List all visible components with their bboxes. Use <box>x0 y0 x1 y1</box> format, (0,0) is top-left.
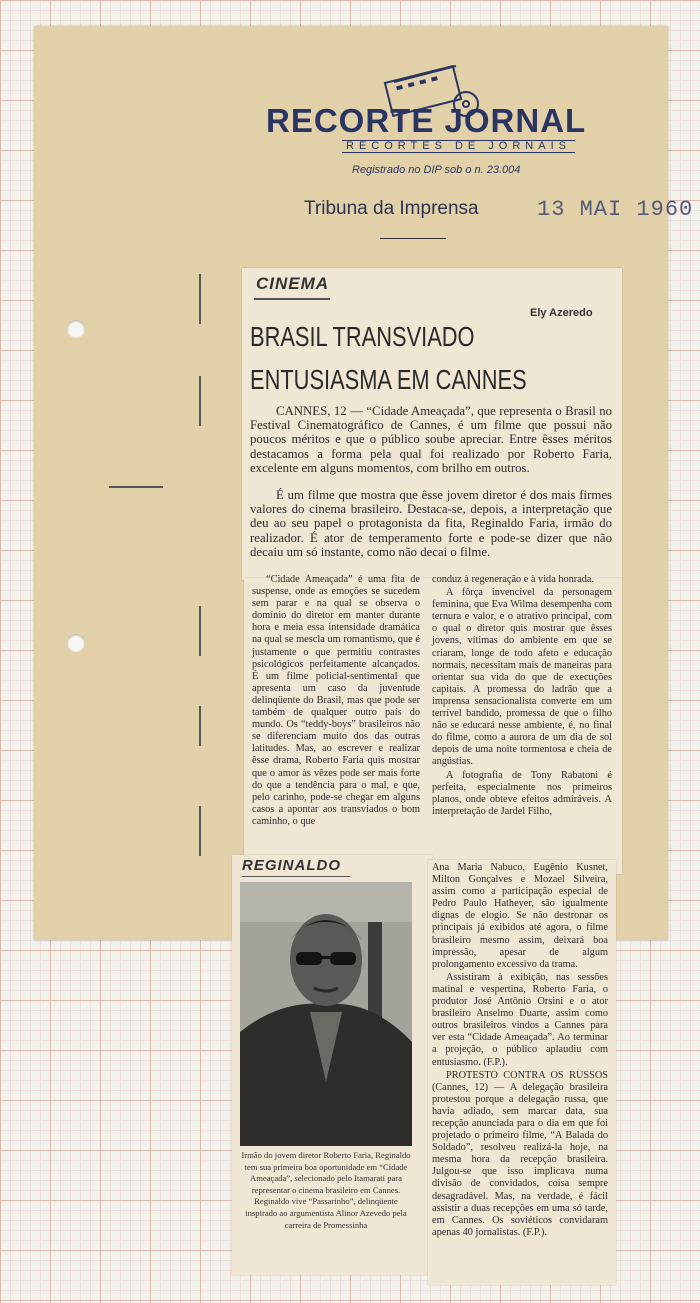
fold-mark <box>109 486 163 488</box>
source-underline <box>380 238 446 239</box>
column-3-paragraph: Assistiram à exibição, nas sessões matinal e vespertina, Roberto Faria, o produtor José Antônio Orsini e o ator brasileiro Anselmo Duarte, assim como outros brasileiros vindos a Cannes para ver esta “Cidade Ameaçada”. Ao terminar a projeção, o público aplaudiu com entusiasmo. (F.P.). <box>432 971 608 1068</box>
section-label: CINEMA <box>256 274 330 293</box>
column-2-paragraph: A fôrça invencível da personagem feminina, que Eva Wilma desempenha com ternura e valor, e o atrativo principal, com o qual o diretor quis mostrar que êsses jovens, vítimas do ambiente em que se criaram, longe de todo afeto e educação normais, necessitam mais de maneiras para orientar sua vida do que de execuções capitais. A promessa do ladrão que a imprensa sensacionalista converte em um terrível bandido, promessa de que o filho não se educará nesse ambiente, é, no final do filme, como a aurora de um dia de sol depois de uma noite tormentosa e cheia de angústias. <box>432 587 612 768</box>
portrait-image <box>240 882 412 1146</box>
article-column-1 <box>252 574 420 829</box>
column-1-text: “Cidade Ameaçada” é uma fita de suspense, onde as emoções se sucedem sem parar e na qual se observa o domínio do diretor em manter durante hora e meia essa intensidade dramática na qual se mescla um romantismo, que é justamente o que permitiu contrastes psicológicos perfeitamente alcançados. É um filme policial-sentimental que apresenta um caso da juventude delinqüente do Brasil, mas que pode ser também de qualquer outro país do mundo. Os “teddy-boys” brasileiros não se diferenciam muito dos das outras latitudes. Mas, ao escrever e realizar êsse drama, Roberto Faria quis mostrar que o amor às vêzes pode ser mais forte do que a tendência para o mal, e que, pelo carinho, pode-se chegar em alguns casos a apontar aos transviados o bom caminho, o que <box>252 574 420 827</box>
margin-mark <box>199 274 201 324</box>
author-byline: Ely Azeredo <box>530 307 593 319</box>
margin-mark <box>199 706 201 746</box>
column-2-paragraph: A fotografia de Tony Rabatoni é perfeita, especialmente nos primeiros planos, onde obteve efeitos admiráveis. A interpretação de Jardel Filho, <box>432 769 612 817</box>
margin-mark <box>199 606 201 656</box>
clipping-service-logo <box>264 64 624 180</box>
article-column-3 <box>432 862 608 1240</box>
date-stamp: 13 MAI 1960 <box>537 197 694 222</box>
article-column-2 <box>432 574 612 819</box>
lead-paragraph: CANNES, 12 — “Cidade Ameaçada”, que representa o Brasil no Festival Cinematográfico de Cannes, é um filme que possui não poucos méritos e que o público soube apreciar. Entre êsses méritos destacamos a forma pela qual foi realizado por Roberto Faria, excelente em alguns momentos, com brilho em outros. <box>250 404 612 475</box>
registration-note: Registrado no DIP sob o n. 23.004 <box>352 164 521 176</box>
lead-paragraph: É um filme que mostra que êsse jovem diretor é dos mais firmes valores do cinema brasileiro. Destaca-se, depois, a interpretação que deu ao seu papel o protagonista da fita, Reginaldo Faria, irmão do realizador. É ator de temperamento forte e pode-se dizer que não decaiu um só instante, como não decai o filme. <box>250 488 612 559</box>
source-newspaper: Tribuna da Imprensa <box>304 198 479 219</box>
headline-line-1: BRASIL TRANSVIADO <box>250 321 475 352</box>
logo-subtitle: RECORTES DE JORNAIS <box>342 140 575 153</box>
margin-mark <box>199 376 201 426</box>
binder-hole-bottom <box>67 634 85 652</box>
photo-caption: Irmão do jovem diretor Roberto Faria, Reginaldo tem sua primeira boa oportunidade em “Cidade Ameaçada”, selecionado pelo Itamarati para representar o cinema brasileiro em Cannes. Reginaldo vive “Passarinho”, delinqüente inspirado ao argumentista Alinor Azevedo pela carreira de Promessinha <box>241 1150 411 1230</box>
subheading: REGINALDO <box>242 857 341 874</box>
binder-hole-top <box>67 320 85 338</box>
column-3-paragraph: Ana Maria Nabuco, Eugênio Kusnet, Milton Gonçalves e Mozael Silveira, assim como a participação especial de Pedro Paulo Hatheyer, são igualmente dignas de elogio. Se não destronar os principais já exibidos até agora, o filme brasileiro mesmo assim, deixará boa impressão, apesar de algum prolongamento excessivo da trama. <box>432 862 608 970</box>
margin-mark <box>199 806 201 856</box>
headline-line-2: ENTUSIASMA EM CANNES <box>250 364 527 395</box>
section-rule <box>254 298 330 300</box>
actor-photo <box>240 882 412 1146</box>
column-2-paragraph: conduz à regeneração e à vida honrada. <box>432 574 595 585</box>
subheading-rule <box>242 876 350 877</box>
column-3-paragraph: PROTESTO CONTRA OS RUSSOS (Cannes, 12) — A delegação brasileira protestou porque a delegação russa, que havia adiado, sem marcar data, sua recepção anunciada para o dia em que foi projetado o primeiro filme, “A Balada do Soldado”, resolveu realizá-la hoje, na mesma hora da recepção brasileira. Julgou-se que isso implicava numa divisão de convidados, coisa sempre desagradável. Mas, na verdade, é fácil assistir a duas recepções em uma só tarde, em Cannes. Os soviéticos convidaram apenas 40 jornalistas. (F.P.). <box>432 1069 608 1238</box>
logo-wordmark: RECORTE JORNAL <box>266 102 587 139</box>
